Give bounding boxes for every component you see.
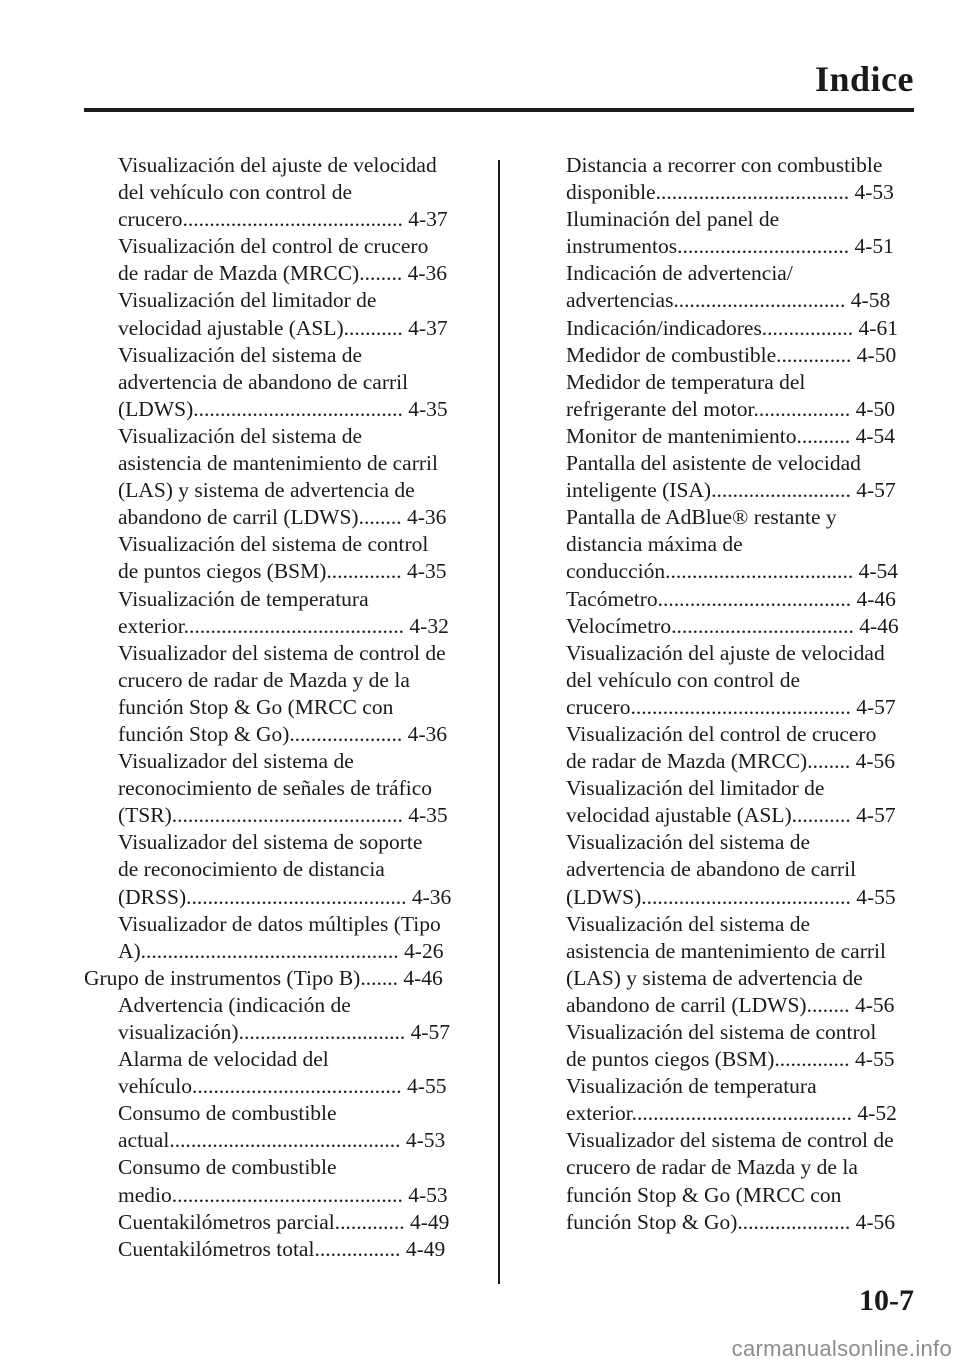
index-entry-line: (LDWS)....................................... 4-35 xyxy=(118,396,448,421)
index-entry-line: Visualizador del sistema de control de xyxy=(566,1128,894,1153)
index-entry-line: Visualización del sistema de xyxy=(566,830,811,855)
index-entry-line: Visualización del control de crucero xyxy=(566,721,877,746)
index-entry-line: Distancia a recorrer con combustible xyxy=(566,153,883,177)
index-entry-line: distancia máxima de xyxy=(566,532,743,557)
index-entry-line: Pantalla del asistente de velocidad xyxy=(566,451,861,476)
index-entry-line: actual........................................... 4-53 xyxy=(118,1128,446,1153)
index-entry-line: Iluminación del panel de xyxy=(566,207,780,232)
index-entry-line: Tacómetro.................................... 4-46 xyxy=(566,586,896,611)
index-entry-line: crucero de radar de Mazda y de la xyxy=(566,1155,858,1180)
index-entry-line: exterior......................................... 4-52 xyxy=(566,1101,897,1126)
page-number: 10-7 xyxy=(859,1284,914,1317)
header-rule xyxy=(84,108,914,112)
index-entry-line: Indicación de advertencia/ xyxy=(566,261,793,286)
index-entry-line: conducción................................... 4-54 xyxy=(566,559,899,584)
index-entry-line: (TSR)........................................... 4-35 xyxy=(118,803,448,828)
index-entry-line: Visualizador del sistema de control de xyxy=(118,640,446,665)
index-entry-line: Visualizador de datos múltiples (Tipo xyxy=(118,911,441,936)
index-entry-line: de puntos ciegos (BSM).............. 4-35 xyxy=(118,559,447,584)
index-entry-line: Pantalla de AdBlue® restante y xyxy=(566,505,837,530)
index-entry-line: advertencias................................ 4-58 xyxy=(566,288,891,313)
index-entry-line: crucero......................................... 4-37 xyxy=(118,207,448,232)
index-entry-line: de radar de Mazda (MRCC)........ 4-36 xyxy=(118,261,447,286)
index-entry-line: velocidad ajustable (ASL)........... 4-57 xyxy=(566,803,896,828)
index-entry-line: velocidad ajustable (ASL)........... 4-37 xyxy=(118,315,448,340)
index-entry-line: disponible.................................... 4-53 xyxy=(566,180,894,205)
index-entry-line: función Stop & Go)..................... 4-36 xyxy=(118,721,448,746)
index-entry-line: Visualización del limitador de xyxy=(118,288,377,313)
index-entry-line: de reconocimiento de distancia xyxy=(118,857,385,882)
index-entry-line: Visualización del control de crucero xyxy=(118,234,429,259)
index-entry-line: Advertencia (indicación de xyxy=(118,992,351,1017)
index-entry-line: Indicación/indicadores................. 4-61 xyxy=(566,315,898,340)
index-entry-line: crucero de radar de Mazda y de la xyxy=(118,667,410,692)
index-entry-line: inteligente (ISA).......................... 4-57 xyxy=(566,478,896,503)
index-entry-line: Grupo de instrumentos (Tipo B)....... 4-46 xyxy=(84,965,443,990)
index-entry-line: reconocimiento de señales de tráfico xyxy=(118,776,432,801)
index-entry-line: Medidor de combustible.............. 4-50 xyxy=(566,342,897,367)
watermark: carmanualsonline.info xyxy=(731,1336,952,1361)
index-entry-line: medio........................................... 4-53 xyxy=(118,1182,448,1207)
index-entry-line: función Stop & Go (MRCC con xyxy=(566,1182,842,1207)
column-divider xyxy=(498,160,500,1284)
index-entry-line: abandono de carril (LDWS)........ 4-56 xyxy=(566,992,895,1017)
index-entry-line: advertencia de abandono de carril xyxy=(566,857,857,882)
index-entry-line: crucero......................................... 4-57 xyxy=(566,694,896,719)
index-entry-line: Cuentakilómetros parcial............. 4-49 xyxy=(118,1209,450,1234)
index-entry-line: Consumo de combustible xyxy=(118,1155,337,1180)
index-entry-line: función Stop & Go)..................... 4-56 xyxy=(566,1209,896,1234)
index-entry-line: Visualización del limitador de xyxy=(566,776,825,801)
index-entry-line: Visualización del sistema de xyxy=(118,423,363,448)
index-entry-line: asistencia de mantenimiento de carril xyxy=(118,451,438,476)
index-entry-line: Visualización de temperatura xyxy=(566,1074,817,1099)
index-entry-line: (LDWS)....................................... 4-55 xyxy=(566,884,896,909)
index-entry-line: de radar de Mazda (MRCC)........ 4-56 xyxy=(566,749,895,774)
index-column-left xyxy=(84,152,464,1263)
index-entry-line: Visualización del sistema de xyxy=(566,911,811,936)
index-entry-line: de puntos ciegos (BSM).............. 4-55 xyxy=(566,1047,895,1072)
index-entry-line: Visualizador del sistema de xyxy=(118,749,354,774)
index-entry-line: función Stop & Go (MRCC con xyxy=(118,694,394,719)
index-entry-line: Visualización del ajuste de velocidad xyxy=(566,640,885,665)
index-entry-line: Visualizador del sistema de soporte xyxy=(118,830,423,855)
index-entry-line: Visualización del ajuste de velocidad xyxy=(118,153,437,177)
index-entry-line: instrumentos................................ 4-51 xyxy=(566,234,894,259)
index-entry-line: del vehículo con control de xyxy=(566,667,801,692)
index-entry-line: Cuentakilómetros total................ 4-49 xyxy=(118,1236,446,1261)
index-column-right xyxy=(532,152,914,1236)
index-entry-line: visualización)............................... 4-57 xyxy=(118,1020,451,1044)
index-entry-line: Visualización del sistema de control xyxy=(118,532,429,557)
index-entry-line: vehículo....................................... 4-55 xyxy=(118,1074,447,1099)
index-entry-line: del vehículo con control de xyxy=(118,180,353,205)
index-entry-line: Visualización de temperatura xyxy=(118,586,369,611)
index-entry-line: Visualización del sistema de xyxy=(118,342,363,367)
page-title: Indice xyxy=(814,59,914,99)
index-entry-line: exterior......................................... 4-32 xyxy=(118,613,449,638)
index-entry-line: A)................................................ 4-26 xyxy=(118,938,444,963)
index-entry-line: Velocímetro.................................. 4-46 xyxy=(566,613,899,638)
index-entry-line: Visualización del sistema de control xyxy=(566,1020,877,1044)
index-entry-line: asistencia de mantenimiento de carril xyxy=(566,938,886,963)
index-entry-line: Monitor de mantenimiento.......... 4-54 xyxy=(566,423,896,448)
index-entry-line: (LAS) y sistema de advertencia de xyxy=(566,965,863,990)
index-entry-line: abandono de carril (LDWS)........ 4-36 xyxy=(118,505,447,530)
index-entry-line: refrigerante del motor.................. 4-50 xyxy=(566,396,895,421)
index-entry-line: Medidor de temperatura del xyxy=(566,369,806,394)
index-entry-line: Consumo de combustible xyxy=(118,1101,337,1126)
index-entry-line: Alarma de velocidad del xyxy=(118,1047,329,1072)
index-entry-line: advertencia de abandono de carril xyxy=(118,369,409,394)
index-entry-line: (LAS) y sistema de advertencia de xyxy=(118,478,415,503)
index-entry-line: (DRSS)......................................... 4-36 xyxy=(118,884,452,909)
